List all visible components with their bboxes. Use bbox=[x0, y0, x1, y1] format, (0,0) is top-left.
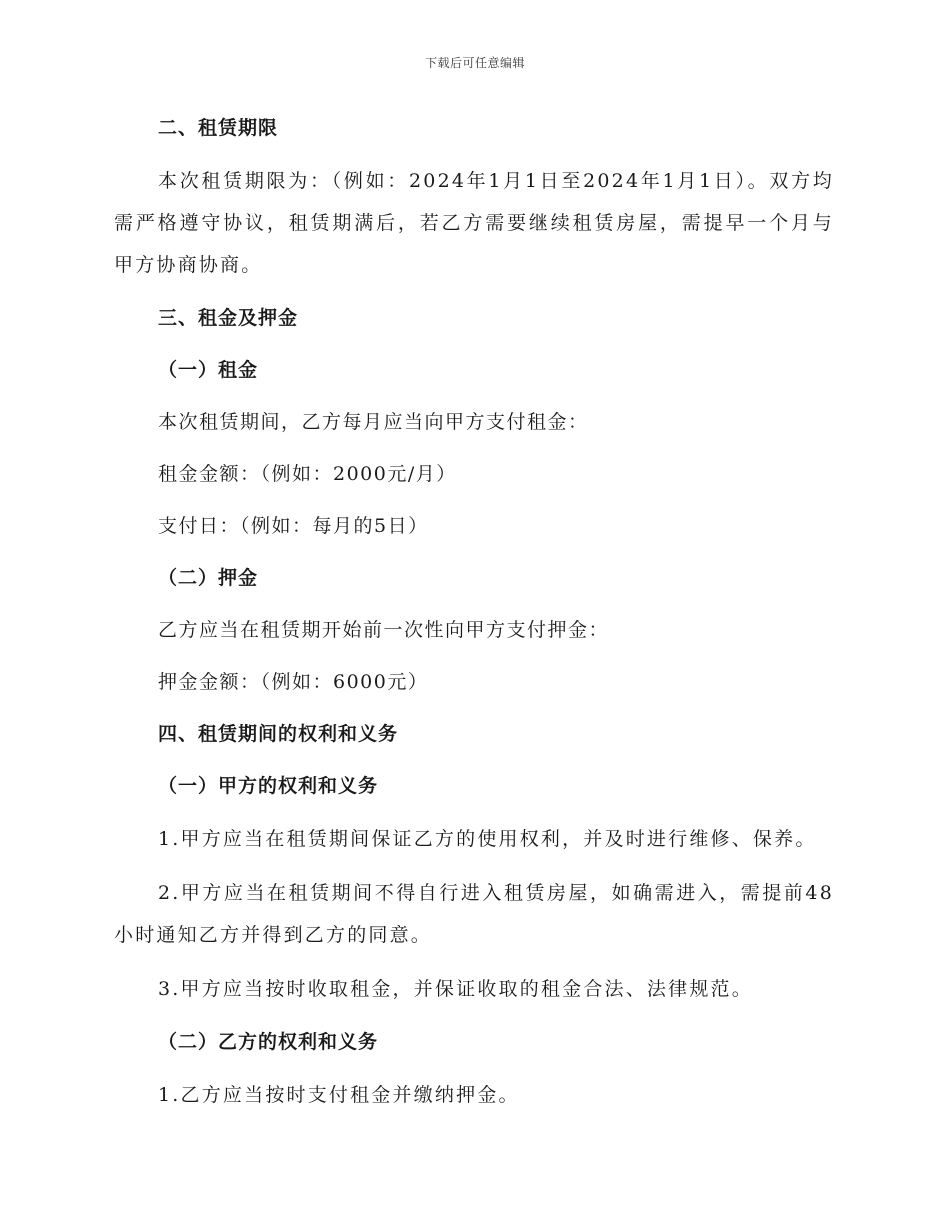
term-paragraph: 本次租赁期限为：（例如：2024年1月1日至2024年1月1日）。双方均需严格遵守协议，租赁期满后，若乙方需要继续租赁房屋，需提早一个月与甲方协商协商。 bbox=[114, 170, 834, 276]
subheading-deposit: （二）押金 bbox=[158, 567, 259, 589]
rent-amount: 租金金额：（例如：2000元/月） bbox=[158, 463, 457, 485]
party-b-item-1: 1.乙方应当按时支付租金并缴纳押金。 bbox=[158, 1084, 520, 1106]
subheading-party-a: （一）甲方的权利和义务 bbox=[158, 775, 379, 797]
party-a-item-1: 1.甲方应当在租赁期间保证乙方的使用权利，并及时进行维修、保养。 bbox=[158, 828, 817, 850]
section-heading-rights: 四、租赁期间的权利和义务 bbox=[158, 723, 399, 745]
section-heading-rent-deposit: 三、租金及押金 bbox=[158, 307, 299, 329]
party-a-item-3: 3.甲方应当按时收取租金，并保证收取的租金合法、法律规范。 bbox=[158, 978, 753, 1000]
document-body bbox=[114, 108, 834, 1116]
deposit-intro: 乙方应当在租赁期开始前一次性向甲方支付押金： bbox=[158, 619, 610, 641]
deposit-amount: 押金金额：（例如：6000元） bbox=[158, 671, 429, 693]
party-a-item-2: 2.甲方应当在租赁期间不得自行进入租赁房屋，如确需进入，需提前48小时通知乙方并得到乙方的同意。 bbox=[114, 882, 834, 946]
subheading-party-b: （二）乙方的权利和义务 bbox=[158, 1031, 379, 1053]
header-note: 下载后可任意编辑 bbox=[424, 56, 525, 70]
section-heading-term: 二、租赁期限 bbox=[158, 117, 279, 139]
rent-pay-day: 支付日：（例如：每月的5日） bbox=[158, 515, 429, 537]
subheading-rent: （一）租金 bbox=[158, 359, 259, 381]
rent-intro: 本次租赁期间，乙方每月应当向甲方支付租金： bbox=[158, 411, 589, 433]
